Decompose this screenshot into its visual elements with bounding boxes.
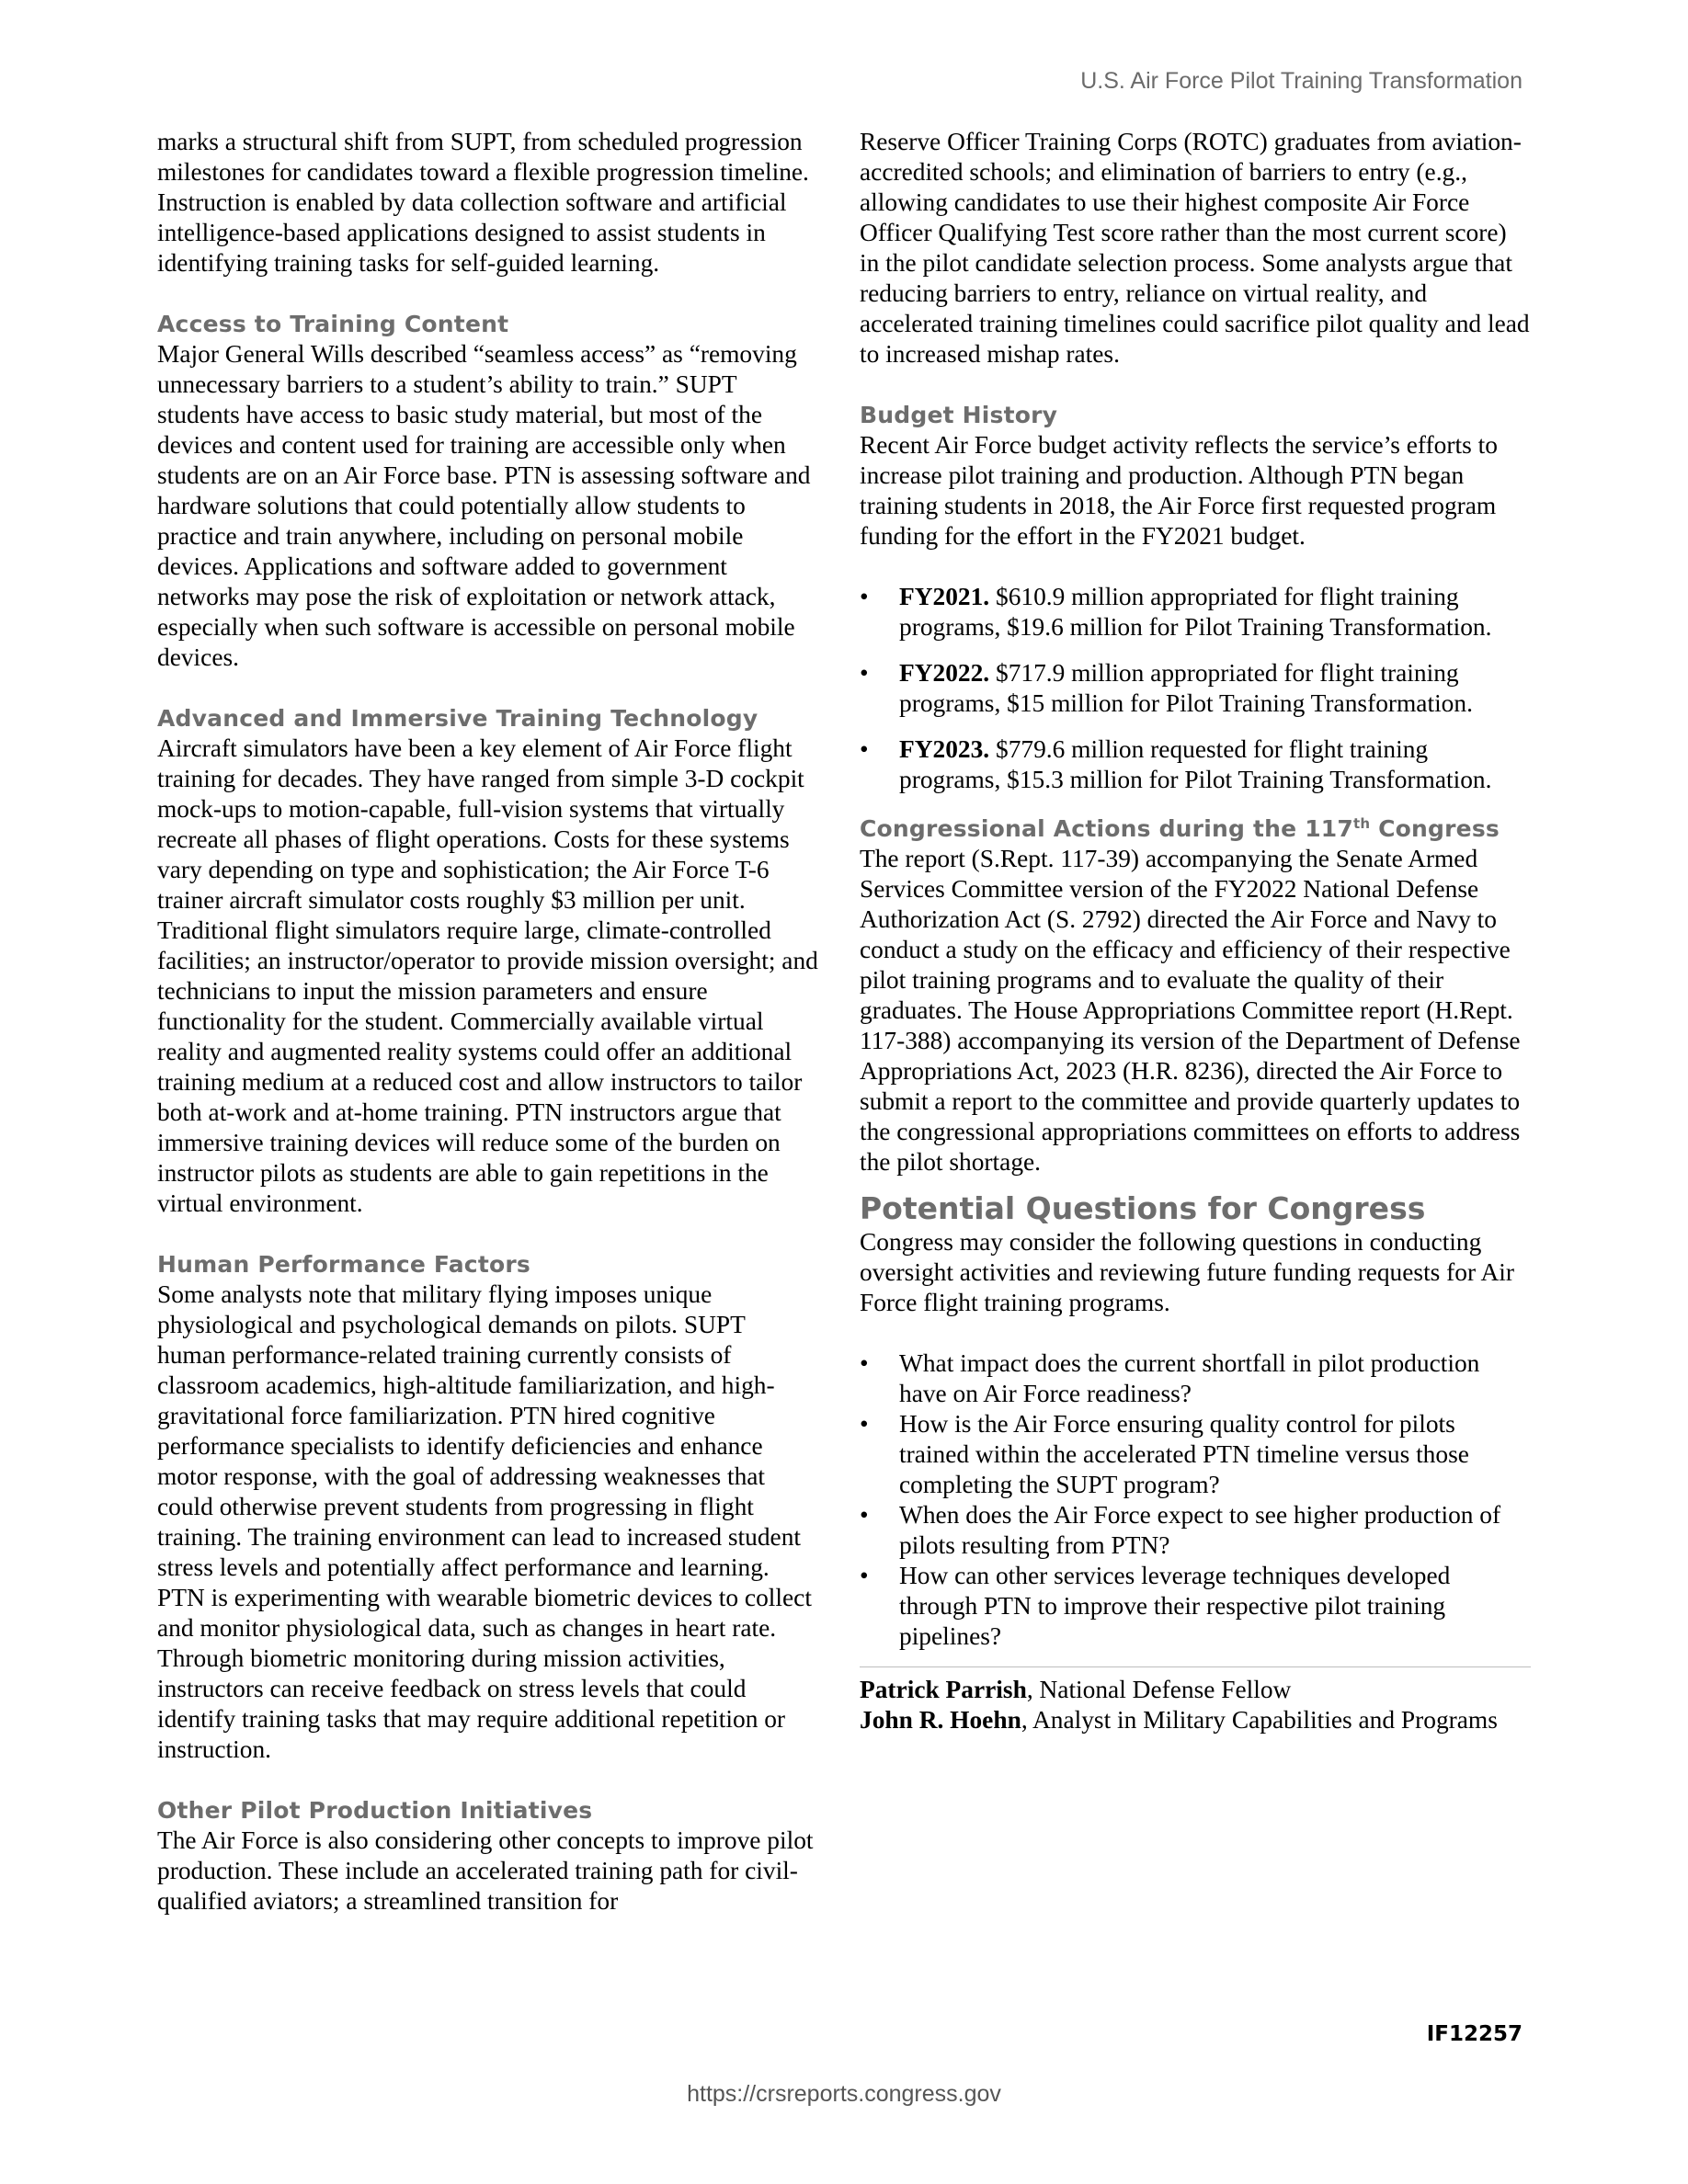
bullet-icon: • <box>860 1562 869 1589</box>
author-block <box>860 1675 1531 1735</box>
continued-paragraph: Reserve Officer Training Corps (ROTC) graduates from aviation-accredited schools; and elimination of barriers to entry (e.g., allowing candidates to use their highest composite Air Force Officer Qualifying Test score rather than the most current score) in the pilot candidate selection process. Some analysts argue that reducing barriers to entry, reliance on virtual reality, and accelerated training timelines could sacrifice pilot quality and lead to increased mishap rates. <box>860 128 1530 368</box>
list-item: • How is the Air Force ensuring quality control for pilots trained within the accelerated PTN timeline versus those completing the SUPT program? <box>860 1410 1469 1498</box>
other-heading: Other Pilot Production Initiatives <box>157 1797 593 1824</box>
author-name: Patrick Parrish <box>860 1676 1027 1703</box>
questions-list <box>860 1348 1531 1652</box>
list-item: • What impact does the current shortfall in pilot production have on Air Force readiness? <box>860 1349 1480 1407</box>
bullet-icon: • <box>860 1501 869 1529</box>
left-column <box>157 127 819 1917</box>
list-item <box>860 658 1531 719</box>
bullet-icon: • <box>860 659 869 687</box>
right-column <box>860 127 1531 1735</box>
author-line: Patrick Parrish, National Defense Fellow <box>860 1676 1292 1703</box>
bullet-icon: • <box>860 1349 869 1377</box>
budget-year: FY2023. <box>899 735 990 763</box>
access-paragraph: Major General Wills described “seamless access” as “removing unnecessary barriers to a student’s ability to train.” SUPT students have access to basic study material, but most of the devices and content used for training are accessible only when students are on an Air Force base. PTN is assessing software and hardware solutions that could potentially allow students to practice and train anywhere, including on personal mobile devices. Applications and software added to government networks may pose the risk of exploitation or network attack, especially when such software is accessible on personal mobile devices. <box>157 340 811 671</box>
bullet-icon: • <box>860 735 869 763</box>
budget-paragraph: Recent Air Force budget activity reflects the service’s efforts to increase pilot training and production. Although PTN began training students in 2018, the Air Force first requested program funding for the effort in the FY2021 budget. <box>860 431 1498 550</box>
budget-text: $610.9 million appropriated for flight training programs, $19.6 million for Pilot Training Transformation. <box>899 583 1492 641</box>
author-name: John R. Hoehn <box>860 1706 1021 1734</box>
budget-heading: Budget History <box>860 402 1058 428</box>
budget-text: $717.9 million appropriated for flight training programs, $15 million for Pilot Training Transformation. <box>899 659 1473 717</box>
congress-heading: Congressional Actions during the 117th Congress <box>860 815 1500 842</box>
list-item <box>860 582 1531 643</box>
budget-list <box>860 582 1531 795</box>
human-heading: Human Performance Factors <box>157 1251 530 1278</box>
advanced-heading: Advanced and Immersive Training Technology <box>157 705 758 732</box>
other-paragraph: The Air Force is also considering other concepts to improve pilot production. These include an accelerated training path for civil-qualified aviators; a streamlined transition for <box>157 1826 814 1915</box>
document-id: IF12257 <box>1426 2022 1523 2046</box>
author-line: John R. Hoehn, Analyst in Military Capabilities and Programs <box>860 1706 1498 1734</box>
bullet-icon: • <box>860 583 869 610</box>
footer-url[interactable]: https://crsreports.congress.gov <box>687 2081 1001 2107</box>
list-item <box>860 734 1531 795</box>
bullet-icon: • <box>860 1410 869 1438</box>
budget-year: FY2022. <box>899 659 990 687</box>
questions-heading: Potential Questions for Congress <box>860 1190 1426 1226</box>
author-divider <box>860 1666 1531 1667</box>
human-paragraph: Some analysts note that military flying imposes unique physiological and psychological demands on pilots. SUPT human performance-related training currently consists of classroom academics, high-altitude familiarization, and high-gravitational force familiarization. PTN hired cognitive performance specialists to identify deficiencies and enhance motor response, with the goal of addressing weaknesses that could otherwise prevent students from progressing in flight training. The training environment can lead to increased student stress levels and potentially affect performance and learning. PTN is experimenting with wearable biometric devices to collect and monitor physiological data, such as changes in heart rate. Through biometric monitoring during mission activities, instructors can receive feedback on stress levels that could identify training tasks that may require additional repetition or instruction. <box>157 1280 812 1763</box>
budget-year: FY2021. <box>899 583 990 610</box>
list-item: • When does the Air Force expect to see higher production of pilots resulting from PTN? <box>860 1501 1501 1559</box>
budget-text: $779.6 million requested for flight training programs, $15.3 million for Pilot Training Transformation. <box>899 735 1492 793</box>
intro-paragraph: marks a structural shift from SUPT, from scheduled progression milestones for candidates toward a flexible progression timeline. Instruction is enabled by data collection software and artificial intelligence-based applications designed to assist students in identifying training tasks for self-guided learning. <box>157 128 809 277</box>
access-heading: Access to Training Content <box>157 311 509 337</box>
congress-paragraph: The report (S.Rept. 117-39) accompanying the Senate Armed Services Committee version of the FY2022 National Defense Authorization Act (S. 2792) directed the Air Force and Navy to conduct a study on the efficacy and efficiency of their respective pilot training programs and to evaluate the quality of their graduates. The House Appropriations Committee report (H.Rept. 117-388) accompanying its version of the Department of Defense Appropriations Act, 2023 (H.R. 8236), directed the Air Force to submit a report to the committee and provide quarterly updates to the congressional appropriations committees on efforts to address the pilot shortage. <box>860 845 1521 1176</box>
list-item: • How can other services leverage techniques developed through PTN to improve their respective pilot training pipelines? <box>860 1562 1451 1650</box>
advanced-paragraph: Aircraft simulators have been a key element of Air Force flight training for decades. They have ranged from simple 3-D cockpit mock-ups to motion-capable, full-vision systems that virtually recreate all phases of flight operations. Costs for these systems vary depending on type and sophistication; the Air Force T-6 trainer aircraft simulator costs roughly $3 million per unit. Traditional flight simulators require large, climate-controlled facilities; an instructor/operator to provide mission oversight; and technicians to input the mission parameters and ensure functionality for the student. Commercially available virtual reality and augmented reality systems could offer an additional training medium at a reduced cost and allow instructors to tailor both at-work and at-home training. PTN instructors argue that immersive training devices will reduce some of the burden on instructor pilots as students are able to gain repetitions in the virtual environment. <box>157 734 818 1217</box>
running-header: U.S. Air Force Pilot Training Transformation <box>1080 68 1523 94</box>
questions-intro: Congress may consider the following questions in conducting oversight activities and reviewing future funding requests for Air Force flight training programs. <box>860 1228 1514 1316</box>
